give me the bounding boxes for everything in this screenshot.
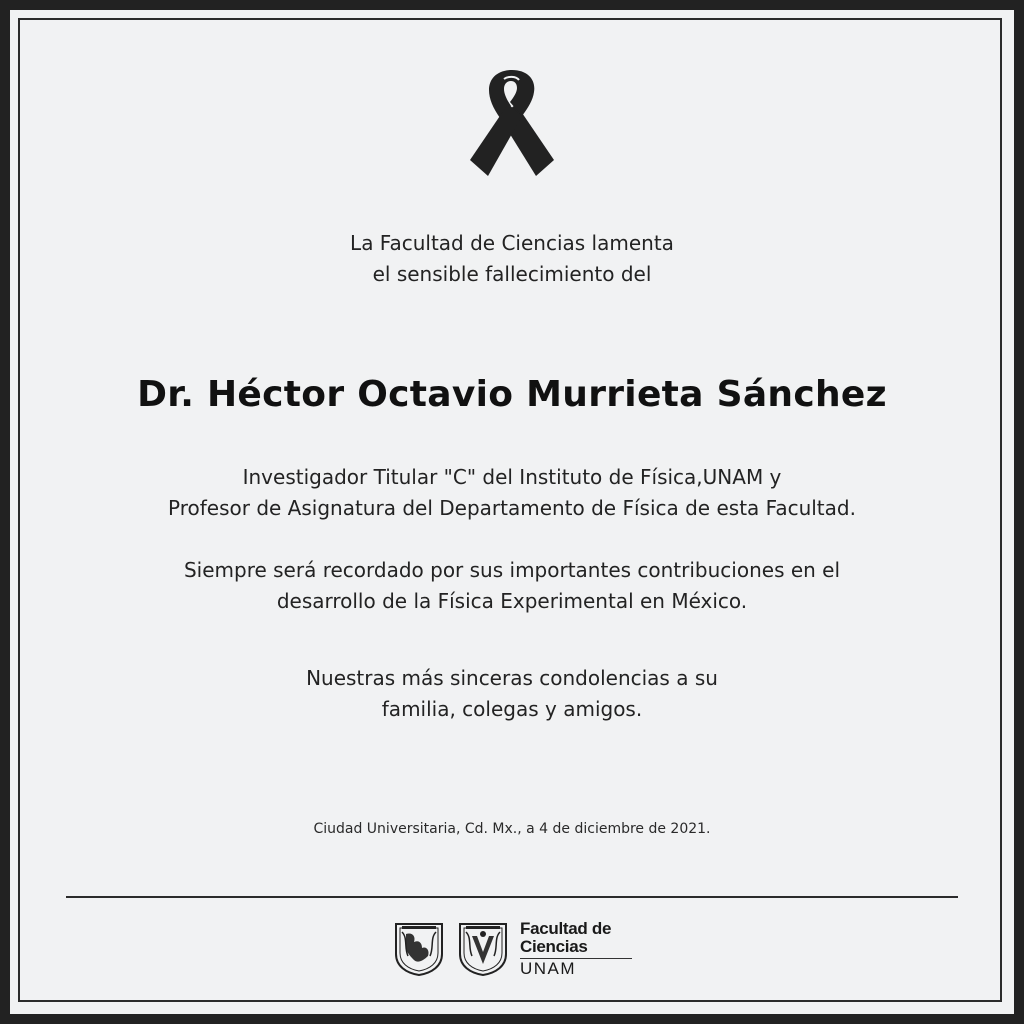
footer-divider [66, 896, 958, 898]
wordmark-unam: UNAM [520, 959, 577, 978]
intro-text [10, 228, 1014, 290]
position-line-2: Profesor de Asignatura del Departamento de Física de esta Facultad. [168, 496, 856, 520]
place-date: Ciudad Universitaria, Cd. Mx., a 4 de diciembre de 2021. [313, 821, 711, 837]
intro-line-2: el sensible fallecimiento del [372, 262, 652, 286]
condolence-card [10, 10, 1014, 1014]
position-paragraph [10, 462, 1014, 524]
tribute-line-2: desarrollo de la Física Experimental en México. [276, 589, 748, 613]
condolences-paragraph [10, 663, 1014, 725]
footer-logos [392, 916, 642, 982]
deceased-name: Dr. Héctor Octavio Murrieta Sánchez [137, 374, 887, 415]
tribute-paragraph [10, 555, 1014, 617]
wordmark-facultad-de: Facultad de [520, 919, 612, 938]
intro-line-1: La Facultad de Ciencias lamenta [350, 231, 674, 255]
unam-seal-icon [392, 920, 446, 976]
position-line-1: Investigador Titular "C" del Instituto de Física,UNAM y [242, 465, 782, 489]
condolences-line-2: familia, colegas y amigos. [381, 697, 643, 721]
tribute-line-1: Siempre será recordado por sus importantes contribuciones en el [183, 558, 841, 582]
condolences-line-1: Nuestras más sinceras condolencias a su [306, 666, 718, 690]
facultad-wordmark [520, 920, 642, 978]
facultad-ciencias-seal-icon [456, 920, 510, 976]
mourning-ribbon-icon [470, 68, 554, 178]
wordmark-ciencias: Ciencias [520, 937, 588, 956]
